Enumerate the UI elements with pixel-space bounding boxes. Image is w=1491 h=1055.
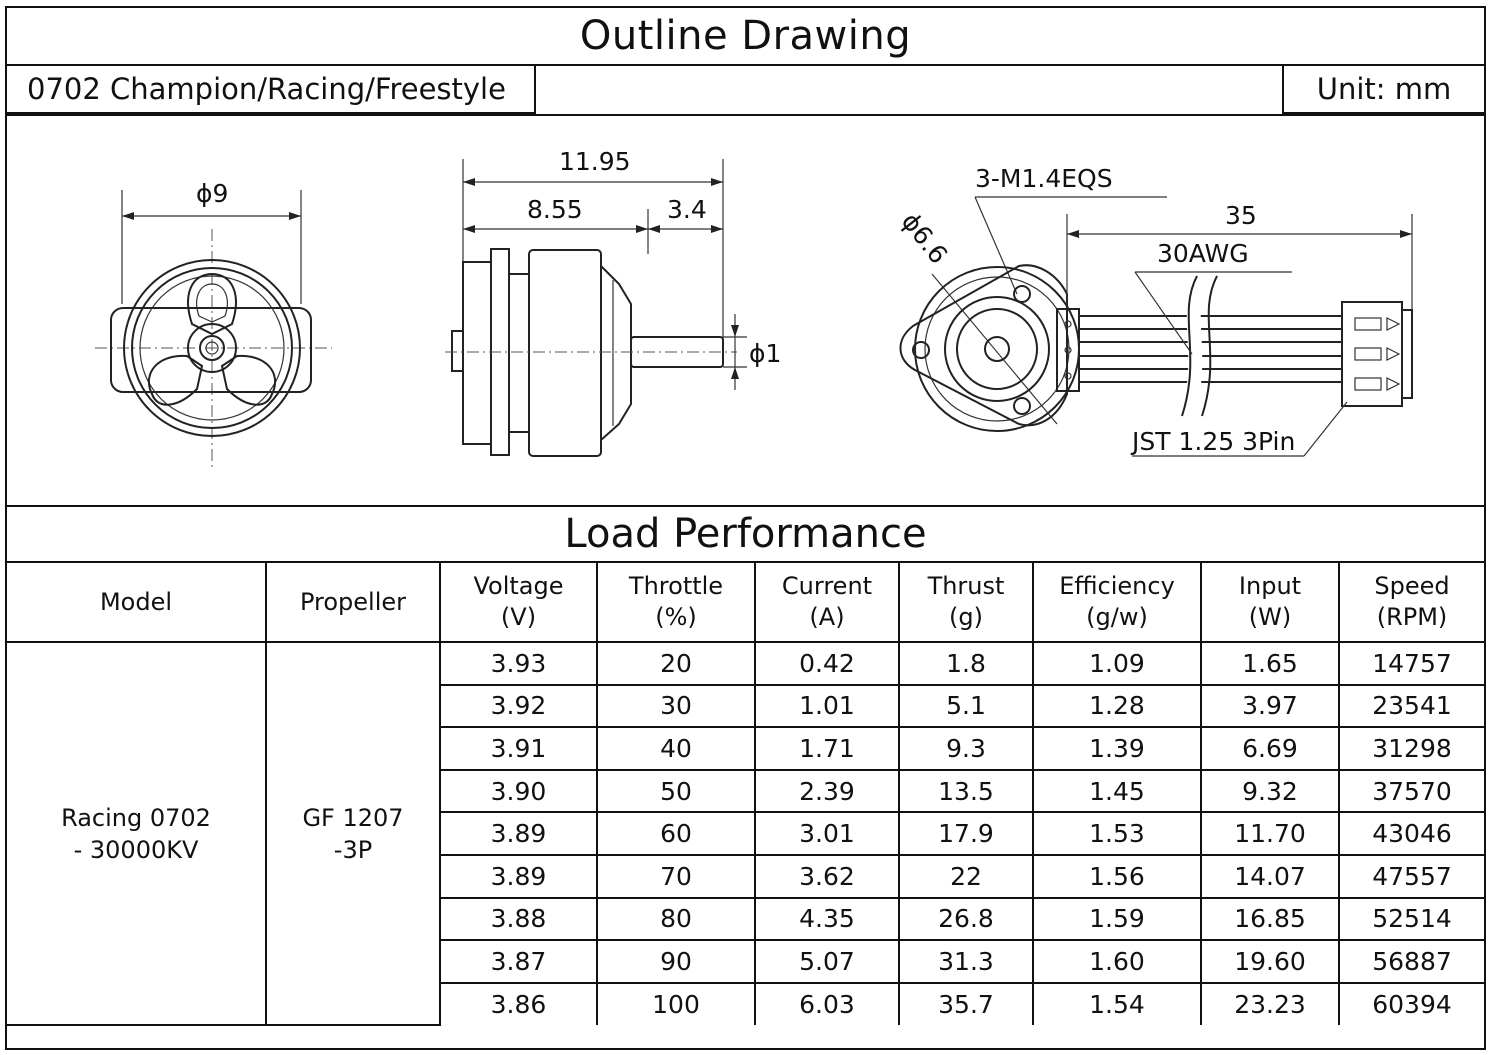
thrust-cell: 9.3 [899,727,1033,770]
spec-sheet [5,6,1486,1050]
thrust-cell: 13.5 [899,770,1033,813]
rear-view [896,164,1412,456]
efficiency-cell: 1.53 [1033,812,1201,855]
wire-length-label: 35 [1225,201,1257,230]
throttle-cell: 80 [597,898,755,941]
efficiency-cell: 1.45 [1033,770,1201,813]
header-voltage: Voltage (V) [440,563,597,642]
throttle-cell: 20 [597,642,755,685]
header-input: Input (W) [1201,563,1339,642]
load-performance-title: Load Performance [7,505,1484,563]
speed-cell: 60394 [1339,983,1484,1026]
current-cell: 4.35 [755,898,899,941]
voltage-cell: 3.93 [440,642,597,685]
outline-drawing [7,114,1484,505]
input-cell: 23.23 [1201,983,1339,1026]
current-cell: 3.01 [755,812,899,855]
table-body [7,642,1484,1025]
current-cell: 6.03 [755,983,899,1026]
speed-cell: 43046 [1339,812,1484,855]
thrust-cell: 22 [899,855,1033,898]
thrust-cell: 17.9 [899,812,1033,855]
efficiency-cell: 1.28 [1033,685,1201,728]
throttle-cell: 60 [597,812,755,855]
model-cell: Racing 0702 - 30000KV [7,642,266,1025]
table-header-row [7,563,1484,642]
header-propeller: Propeller [266,563,440,642]
current-cell: 5.07 [755,940,899,983]
header-thrust: Thrust (g) [899,563,1033,642]
speed-cell: 37570 [1339,770,1484,813]
unit-label: Unit: mm [1282,66,1484,114]
front-view [95,179,332,470]
speed-cell: 31298 [1339,727,1484,770]
load-performance-table [7,563,1484,1026]
speed-cell: 14757 [1339,642,1484,685]
table-row [7,642,1484,685]
thrust-cell: 31.3 [899,940,1033,983]
efficiency-cell: 1.39 [1033,727,1201,770]
model-series-label: 0702 Champion/Racing/Freestyle [7,66,536,114]
speed-cell: 47557 [1339,855,1484,898]
throttle-cell: 90 [597,940,755,983]
wire-gauge-label: 30AWG [1157,239,1249,268]
motor-drawing-svg [7,116,1484,507]
throttle-cell: 100 [597,983,755,1026]
voltage-cell: 3.88 [440,898,597,941]
mount-screws-label: 3-M1.4EQS [975,164,1113,193]
input-cell: 16.85 [1201,898,1339,941]
input-cell: 19.60 [1201,940,1339,983]
current-cell: 1.71 [755,727,899,770]
voltage-cell: 3.90 [440,770,597,813]
speed-cell: 52514 [1339,898,1484,941]
thrust-cell: 5.1 [899,685,1033,728]
throttle-cell: 50 [597,770,755,813]
header-model: Model [7,563,266,642]
header-speed: Speed (RPM) [1339,563,1484,642]
current-cell: 3.62 [755,855,899,898]
efficiency-cell: 1.59 [1033,898,1201,941]
efficiency-cell: 1.56 [1033,855,1201,898]
header-throttle: Throttle (%) [597,563,755,642]
header-current: Current (A) [755,563,899,642]
current-cell: 2.39 [755,770,899,813]
throttle-cell: 30 [597,685,755,728]
voltage-cell: 3.91 [440,727,597,770]
propeller-cell: GF 1207 -3P [266,642,440,1025]
front-diameter-label: ɸ9 [196,179,229,208]
thrust-cell: 1.8 [899,642,1033,685]
efficiency-cell: 1.09 [1033,642,1201,685]
current-cell: 1.01 [755,685,899,728]
input-cell: 1.65 [1201,642,1339,685]
voltage-cell: 3.86 [440,983,597,1026]
speed-cell: 56887 [1339,940,1484,983]
shaft-diameter-label: ɸ1 [749,339,782,368]
input-cell: 9.32 [1201,770,1339,813]
connector-label: JST 1.25 3Pin [1132,427,1296,456]
voltage-cell: 3.89 [440,855,597,898]
total-length-label: 11.95 [559,147,631,176]
thrust-cell: 26.8 [899,898,1033,941]
input-cell: 11.70 [1201,812,1339,855]
thrust-cell: 35.7 [899,983,1033,1026]
shaft-length-label: 3.4 [667,195,707,224]
input-cell: 3.97 [1201,685,1339,728]
current-cell: 0.42 [755,642,899,685]
efficiency-cell: 1.54 [1033,983,1201,1026]
input-cell: 6.69 [1201,727,1339,770]
base-diameter-label: ɸ6.6 [895,207,954,270]
header-efficiency: Efficiency (g/w) [1033,563,1201,642]
throttle-cell: 70 [597,855,755,898]
outline-drawing-title: Outline Drawing [7,8,1484,66]
input-cell: 14.07 [1201,855,1339,898]
voltage-cell: 3.92 [440,685,597,728]
efficiency-cell: 1.60 [1033,940,1201,983]
voltage-cell: 3.87 [440,940,597,983]
side-view [445,147,781,456]
speed-cell: 23541 [1339,685,1484,728]
voltage-cell: 3.89 [440,812,597,855]
body-length-label: 8.55 [527,195,583,224]
throttle-cell: 40 [597,727,755,770]
